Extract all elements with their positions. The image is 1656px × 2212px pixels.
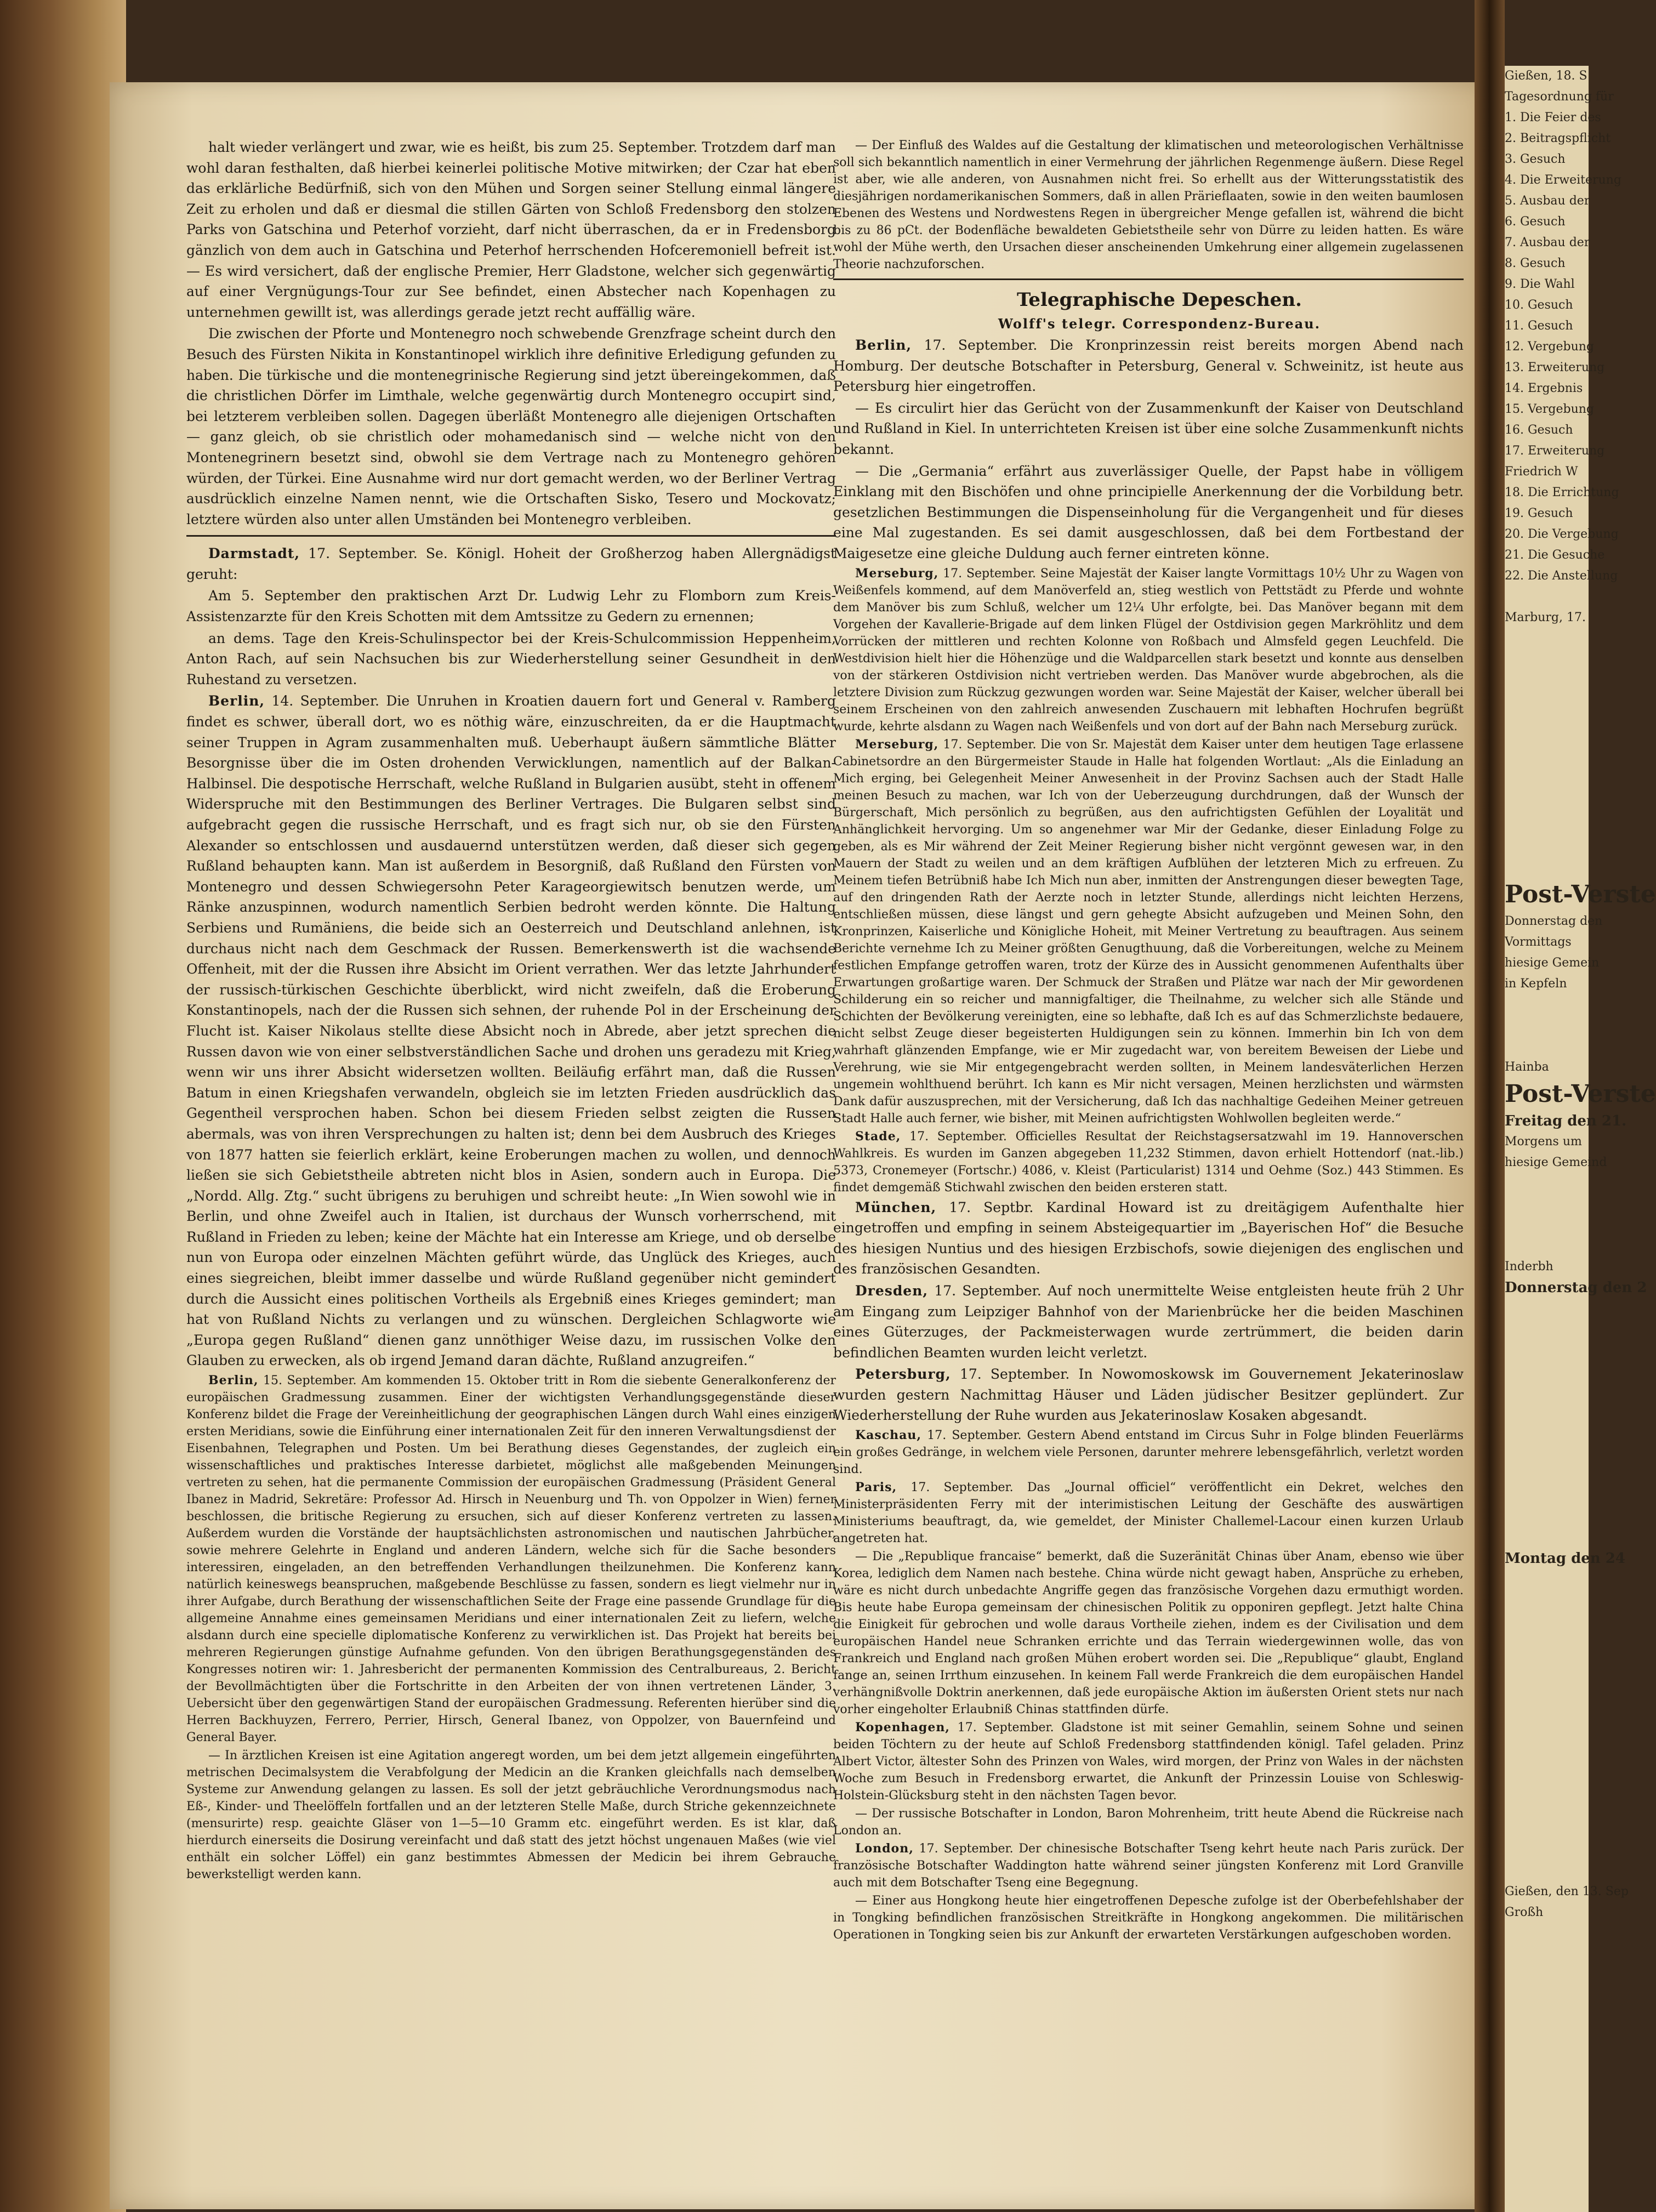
article-text: — Die „Republique francaise“ bemerkt, daß die Suzeränität Chinas über Anam, ebenso wie über Korea, lediglich dem Namen nach bestehe. China würde nicht gewagt haben, Ansprüche zu erheben, wäre es nicht durch unbedachte Angriffe gegen das französische Vorgehen dazu ermuthigt worden. Bis heute habe Europa gemeinsam der chinesischen Politik zu opponiren gepflegt. Jetzt halte China die Einigkeit für gebrochen und wolle daraus Vortheile ziehen, indem es der Civilisation und dem europäischen Handel neue Schranken errichte und das Terrain wiedergewinnen wolle, das von Frankreich und England nach großen Mühen erobert worden sei. Die „Republique“ glaubt, England fange an, seinen Irrthum einzusehen. In keinem Fall werde Frankreich die dem europäischen Handel verhängnißvolle Doktrin anerkennen, daß jede europäische Aktion im äußersten Orient stets nur nach vorher eingeholter Erlaubniß Chinas stattfinden dürfe. bbox=[833, 1550, 1464, 1717]
telegram-section-title: Telegraphische Depeschen. bbox=[1016, 289, 1302, 311]
adjacent-page-line bbox=[1505, 1861, 1589, 1881]
article-l2 bbox=[186, 323, 836, 530]
adjacent-page-line bbox=[1505, 1298, 1589, 1319]
adjacent-page-line bbox=[1505, 795, 1589, 816]
article-text: 17. September. Der chinesische Botschafter Tseng kehrt heute nach Paris zurück. Der französische Botschafter Waddington hatte während seiner jüngsten Konferenz mit Lord Granville auch mit dem Botschafter Tseng eine Begegnung. bbox=[833, 1842, 1464, 1890]
article-r5 bbox=[833, 736, 1464, 1127]
adjacent-page-line bbox=[1505, 1319, 1589, 1340]
article-text: 17. September. Das „Journal officiel“ veröffentlicht ein Dekret, welches den Ministerpräsidenten Ferry mit der interimistischen Leitung der Geschäfte des auswärtigen Ministeriums beauftragt, da, wie gemeldet, der Minister Challemel-Lacour einen kurzen Urlaub angetreten hat. bbox=[833, 1481, 1464, 1546]
article-text: an dems. Tage den Kreis-Schulinspector bei der Kreis-Schulcommission Heppenheim, Anton Rach, auf sein Nachsuchen bis zur Wiederherstellung seiner Gesundheit in den Ruhestand zu versetzen. bbox=[186, 630, 836, 687]
adjacent-page-line: Morgens um bbox=[1505, 1135, 1582, 1148]
dateline-place: Kopenhagen, bbox=[855, 1720, 950, 1735]
telegram-source: Wolff's telegr. Correspondenz-Bureau. bbox=[998, 316, 1321, 332]
adjacent-page-line bbox=[1505, 1590, 1589, 1611]
adjacent-page-line: 14. Ergebnis bbox=[1505, 382, 1583, 395]
dateline-place: Stade, bbox=[855, 1129, 901, 1144]
adjacent-page-line bbox=[1505, 1631, 1589, 1652]
article-text: — In ärztlichen Kreisen ist eine Agitation angeregt worden, um bei dem jetzt allgemein eingeführten metrischen Decimalsystem die Verabfolgung der Medicin an die Kranken gleichfalls nach demselben Systeme zur Anwendung gelangen zu lassen. Es soll der jetzt gebräuchliche Verordnungsmodus nach Eß-, Kinder- und Theelöffeln fortfallen und an der letzteren Stelle Maße, durch Striche gekennzeichnete (mensurirte) resp. geaichte Gläser von 1—5—10 Gramm etc. eingeführt werden. Es ist klar, daß hierdurch einerseits die Dosirung vereinfacht und daß statt des jetzt höchst ungenauen Maßes (wie viel enthält ein solcher Löffel) ein ganz bestimmtes Abmessen der Medicin bei ihrem Gebrauche bewerkstelligt werden kann. bbox=[186, 1749, 836, 1882]
adjacent-page-line bbox=[1505, 1527, 1589, 1548]
adjacent-page-line: Friedrich W bbox=[1505, 465, 1578, 479]
adjacent-page-line: Post-Verste bbox=[1505, 880, 1656, 908]
divider bbox=[833, 278, 1464, 280]
adjacent-page-line bbox=[1505, 1236, 1589, 1256]
adjacent-page-line bbox=[1505, 712, 1589, 732]
article-text: 15. September. Am kommenden 15. Oktober tritt in Rom die siebente Generalkonferenz der europäischen Gradmessung zusammen. Einer der wichtigsten Verhandlungsgegenstände dieser Konferenz bildet die Frage der Vereinheitlichung der geographischen Längen durch Wahl eines einzigen ersten Meridians, sowie die Einführung einer internationalen Zeit für den inneren Verwaltungsdienst der Eisenbahnen, Telegraphen und Posten. Um bei Berathung dieses Gegenstandes, der zugleich ein wissenschaftliches und praktisches Interesse darbietet, möglichst alle maßgebenden Meinungen vertreten zu sehen, hat die permanente Commission der europäischen Gradmessung (Präsident General Ibanez in Madrid, Sekretäre: Professor Ad. Hirsch in Neuenburg und Th. von Oppolzer in Wien) ferner beschlossen, die britische Regierung zu ersuchen, sich auf dieser Konferenz vertreten zu lassen. Außerdem wurden die Vorstände der hauptsächlichsten astronomischen und nautischen Jahrbücher, sowie mehrere Gelehrte in England und anderen Ländern, welche sich für die Sache besonders interessiren, eingeladen, an den betreffenden Verhandlungen theilzunehmen. Die Konferenz kann natürlich keineswegs beanspruchen, maßgebende Beschlüsse zu fassen, sondern es liegt vielmehr nur in ihrer Aufgabe, durch Berathung der wissenschaftlichen Seite der Frage eine passende Grundlage für die allgemeine Annahme eines gemeinsamen Meridians und einer internationalen Zeit zu liefern, welche alsdann durch eine specielle diplomatische Konferenz zu verwirklichen ist. Das Projekt hat bereits bei mehreren Regierungen günstige Aufnahme gefunden. Von den übrigen Berathungsgegenständen des Kongresses notiren wir: 1. Jahresbericht der permanenten Kommission des Centralbureaus, 2. Bericht der Bevollmächtigten über die Fortschritte in den Arbeiten der von ihnen vertretenen Länder, 3. Uebersicht über den gegenwärtigen Stand der europäischen Gradmessung. Referenten hierüber sind die Herren Backhuyzen, Ferrero, Perrier, Hirsch, General Ibanez, von Oppolzer, von Bauernfeind und General Bayer. bbox=[186, 1374, 836, 1745]
article-r11 bbox=[833, 1479, 1464, 1547]
adjacent-page-line bbox=[1505, 587, 1589, 607]
adjacent-page-line bbox=[1505, 1015, 1589, 1036]
adjacent-page-line bbox=[1505, 1194, 1589, 1215]
article-r13 bbox=[833, 1719, 1464, 1804]
adjacent-page-line bbox=[1505, 837, 1589, 857]
adjacent-page-line: Marburg, 17. bbox=[1505, 611, 1586, 624]
adjacent-page-line bbox=[1505, 1798, 1589, 1819]
article-l8 bbox=[186, 1747, 836, 1883]
newspaper-page bbox=[110, 82, 1491, 2209]
adjacent-page-line bbox=[1505, 1486, 1589, 1506]
adjacent-page-line bbox=[1505, 628, 1589, 649]
adjacent-page-line: 12. Vergebung bbox=[1505, 340, 1594, 354]
article-text: — Es circulirt hier das Gerücht von der Zusammenkunft der Kaiser von Deutschland und Rußland in Kiel. In unterrichteten Kreisen ist über eine solche Zusammenkunft nichts bekannt. bbox=[833, 400, 1464, 457]
adjacent-page-line: in Kepfeln bbox=[1505, 977, 1567, 991]
adjacent-page-line: 7. Ausbau der bbox=[1505, 236, 1590, 249]
adjacent-page-line bbox=[1505, 1652, 1589, 1673]
adjacent-page-line: 20. Die Vergebung bbox=[1505, 527, 1619, 541]
dateline-place: Kaschau, bbox=[855, 1428, 922, 1443]
adjacent-page-line: Donnerstag den 2 bbox=[1505, 1280, 1647, 1296]
adjacent-page-line: 17. Erweiterung bbox=[1505, 444, 1605, 458]
adjacent-page-line: 18. Die Errichtung bbox=[1505, 486, 1619, 499]
adjacent-page-line: Gießen, 18. S bbox=[1505, 69, 1587, 83]
article-r9 bbox=[833, 1364, 1464, 1426]
article-text: — Der russische Botschafter in London, Baron Mohrenheim, tritt heute Abend die Rückreise nach London an. bbox=[833, 1807, 1464, 1838]
article-r2 bbox=[833, 398, 1464, 460]
adjacent-page-line bbox=[1505, 1381, 1589, 1402]
article-r1 bbox=[833, 335, 1464, 397]
dateline-place: Berlin, bbox=[208, 693, 265, 709]
adjacent-page-line bbox=[1505, 1173, 1589, 1194]
adjacent-page-line: 19. Gesuch bbox=[1505, 507, 1573, 520]
adjacent-page-line bbox=[1505, 1756, 1589, 1777]
adjacent-page-line bbox=[1505, 774, 1589, 795]
left-column bbox=[186, 137, 836, 1884]
dateline-place: Merseburg, bbox=[855, 737, 939, 752]
adjacent-page-line: 11. Gesuch bbox=[1505, 319, 1573, 333]
adjacent-page-line bbox=[1505, 1673, 1589, 1694]
article-l5 bbox=[186, 628, 836, 690]
adjacent-page-line bbox=[1505, 1819, 1589, 1840]
adjacent-page-line: 1. Die Feier des bbox=[1505, 111, 1601, 124]
dateline-place: Petersburg, bbox=[855, 1366, 951, 1383]
article-text: 17. September. Gestern Abend entstand im Circus Suhr in Folge blinden Feuerlärms ein großes Gedränge, in welchem viele Personen, darunter mehrere lebensgefährlich, verletzt worden sind. bbox=[833, 1429, 1464, 1477]
adjacent-page-line: 6. Gesuch bbox=[1505, 215, 1566, 229]
article-l6 bbox=[186, 691, 836, 1371]
dateline-place: London, bbox=[855, 1841, 914, 1856]
adjacent-page-line: Post-Verste bbox=[1505, 1080, 1656, 1108]
adjacent-page bbox=[1505, 66, 1656, 2212]
article-text: halt wieder verlängert und zwar, wie es heißt, bis zum 25. September. Trotzdem darf man wohl daran festhalten, daß hierbei keinerlei politische Motive mitwirken; der Czar hat eben das erklärliche Bedürfniß, sich von den Mühen und Sorgen seiner Stellung einmal längere Zeit zu erholen und daß er diesmal die stillen Gärten von Schloß Fredensborg den stolzen Parks von Gatschina und Peterhof vorzieht, darf nicht überraschen, da er in Fredensborg gänzlich von dem auch in Gatschina und Peterhof herrschenden Hofceremoniell befreit ist. — Es wird versichert, daß der englische Premier, Herr Gladstone, welcher sich gegenwärtig auf einer Vergnügungs-Tour zur See befindet, einen Abstecher nach Kopenhagen zu unternehmen gewillt ist, was allerdings gerade jetzt recht auffällig wäre. bbox=[186, 139, 836, 320]
adjacent-page-line bbox=[1505, 732, 1589, 753]
adjacent-page-line bbox=[1505, 753, 1589, 774]
article-text: 17. September. Die Kronprinzessin reist bereits morgen Abend nach Homburg. Der deutsche Botschafter in Petersburg, General v. Schweinitz, ist heute aus Petersburg hier eingetroffen. bbox=[833, 337, 1464, 395]
adjacent-page-line bbox=[1505, 1340, 1589, 1361]
adjacent-page-line bbox=[1505, 691, 1589, 712]
adjacent-page-line: 21. Die Gesuche bbox=[1505, 548, 1605, 562]
adjacent-page-line: 15. Vergebung bbox=[1505, 402, 1594, 416]
article-text: 17. September. In Nowomoskowsk im Gouvernement Jekaterinoslaw wurden gestern Nachmittag Häuser und Läden jüdischer Besitzer geplündert. Zur Wiederherstellung der Ruhe wurden aus Jekaterinoslaw Kosaken abgesandt. bbox=[833, 1366, 1464, 1424]
adjacent-page-line bbox=[1505, 1215, 1589, 1236]
adjacent-page-line: 9. Die Wahl bbox=[1505, 277, 1575, 291]
dateline-place: Darmstadt, bbox=[208, 545, 300, 562]
right-column bbox=[833, 137, 1464, 1944]
adjacent-page-line bbox=[1505, 1611, 1589, 1631]
telegram-list bbox=[833, 335, 1464, 1943]
adjacent-page-line: 13. Erweiterung bbox=[1505, 361, 1605, 374]
article-text: 17. September. Auf noch unermittelte Weise entgleisten heute früh 2 Uhr am Eingang zum Leipziger Bahnhof von der Marienbrücke her die beiden Maschinen eines Güterzuges, der Packmeisterwagen wurde zertrümmert, die beiden darin befindlichen Beamten wurden leicht verletzt. bbox=[833, 1282, 1464, 1361]
dateline-place: Dresden, bbox=[855, 1282, 929, 1299]
dateline-place: Merseburg, bbox=[855, 566, 939, 581]
article-r7 bbox=[833, 1197, 1464, 1280]
adjacent-page-line: Montag den 24 bbox=[1505, 1550, 1625, 1567]
article-r3 bbox=[833, 461, 1464, 564]
article-text: 14. September. Die Unruhen in Kroatien dauern fort und General v. Ramberg findet es schwer, überall dort, wo es nöthig wäre, einzuschreiten, da er die Hauptmacht seiner Truppen in Agram zusammenhalten muß. Ueberhaupt äußern sämmtliche Blätter Besorgnisse über die im Osten drohenden Verwicklungen, namentlich auf der Balkan-Halbinsel. Die despotische Herrschaft, welche Rußland in Bulgarien ausübt, steht in offenem Widerspruche mit den Bestimmungen des Berliner Vertrages. Die Bulgaren selbst sind aufgebracht gegen die russische Herrschaft, und es fragt sich nur, ob sie den Fürsten Alexander so entschlossen und ausdauernd unterstützen werden, daß dieser sich gegen Rußland behaupten kann. Man ist außerdem in Besorgniß, daß Rußland den Fürsten von Montenegro und dessen Schwiegersohn Peter Karageorgiewitsch benutzen werde, um Ränke anzuspinnen, wodurch namentlich Serbien bedroht werden könnte. Die Haltung Serbiens und Rumäniens, die beide sich an Oesterreich und Deutschland anlehnen, ist durchaus nicht nach dem Geschmack der Russen. Bemerkenswerth ist die wachsende Offenheit, mit der die Russen ihre Absicht im Orient verrathen. Wer das letzte Jahrhundert der russisch-türkischen Geschichte überblickt, wird nicht zweifeln, daß die Eroberung Konstantinopels, nach der die Russen sich sehnen, der ruhende Pol in der Erscheinung der Flucht ist. Kaiser Nikolaus stellte diese Absicht noch in Abrede, aber jetzt sprechen die Russen davon wie von einer selbstverständlichen Sache und drohen uns geradezu mit Krieg, wenn wir uns ihrer Absicht widersetzen wollten. Beiläufig erfährt man, daß die Russen Batum in einen Kriegshafen verwandeln, obgleich sie im letzten Frieden ausdrücklich das Gegentheil versprochen haben. Schon bei diesem Frieden selbst zeigten die Russen abermals, was von ihren Versprechungen zu halten ist; denn bei dem Ausbruch des Krieges von 1877 hatten sie feierlich erklärt, keine Eroberungen machen zu wollen, und dennoch ließen sie sich Gebietstheile abtreten nicht blos in Asien, sondern auch in Europa. Die „Nordd. Allg. Ztg.“ sucht übrigens zu beruhigen und schreibt heute: „In Wien sowohl wie in Berlin, und ohne Zweifel auch in Italien, ist durchaus der Wunsch vorherrschend, mit Rußland in Frieden zu leben; keine der Mächte hat ein Interesse am Kriege, und ob derselbe nun von Europa oder einzelnen Mächten geführt würde, das Unglück des Krieges, auch eines siegreichen, bleibt immer dasselbe und würde Rußland gegenüber nicht gemindert durch die Aussicht eines politischen Vortheils als Ergebniß eines Krieges gemindert; man hat von Rußland Nichts zu verlangen und zu wünschen. Dergleichen Schlagworte wie „Europa gegen Rußland“ dienen ganz unnöthiger Weise dazu, im russischen Volke den Glauben zu erwecken, als ob irgend Jemand daran dächte, Rußland anzugreifen.“ bbox=[186, 693, 836, 1369]
adjacent-page-line bbox=[1505, 1777, 1589, 1798]
article-text: Die zwischen der Pforte und Montenegro noch schwebende Grenzfrage scheint durch den Besuch des Fürsten Nikita in Konstantinopel wirklich ihre definitive Erledigung gefunden zu haben. Die türkische und die montenegrinische Regierung sind jetzt übereingekommen, daß die christlichen Dörfer im Limthale, welche gegenwärtig durch Montenegro occupirt sind, bei letzterem verbleiben sollen. Dagegen überläßt Montenegro alle diejenigen Ortschaften — ganz gleich, ob sie christlich oder mohamedanisch sind — welche nicht von den Montenegrinern besetzt sind, obwohl sie dem Vertrage nach zu Montenegro gehören würden, der Türkei. Eine Ausnahme wird nur dort gemacht werden, wo der Berliner Vertrag ausdrücklich einzelne Namen nennt, wie die Ortschaften Sisko, Tesero und Mockovatz; letztere würden also unter allen Umständen bei Montenegro verbleiben. bbox=[186, 326, 836, 527]
adjacent-page-line bbox=[1505, 670, 1589, 691]
adjacent-page-line bbox=[1505, 1361, 1589, 1381]
article-l1 bbox=[186, 137, 836, 322]
article-text: 17. September. Se. Königl. Hoheit der Großherzog haben Allergnädigst geruht: bbox=[186, 545, 836, 582]
article-text: — Die „Germania“ erfährt aus zuverlässiger Quelle, der Papst habe in völligem Einklang mit den Bischöfen und ohne principielle Anerkennung der die Vorbildung betr. gesetzlichen Bestimmungen die Dispenseinholung für die Vergangenheit und für dieses eine Mal zugestanden. Es sei damit ausgeschlossen, daß bei dem Fortbestand der Maigesetze eine gleiche Duldung auch ferner eintreten könne. bbox=[833, 463, 1464, 561]
article-r10 bbox=[833, 1427, 1464, 1478]
adjacent-page-line: Tagesordnung für bbox=[1505, 90, 1614, 104]
divider bbox=[186, 535, 836, 537]
adjacent-page-line bbox=[1505, 1444, 1589, 1465]
article-l7 bbox=[186, 1372, 836, 1746]
adjacent-page-line bbox=[1505, 857, 1589, 878]
adjacent-page-line: 10. Gesuch bbox=[1505, 298, 1573, 312]
forest-article: — Der Einfluß des Waldes auf die Gestaltung der klimatischen und meteorologischen Verhältnisse soll sich bekanntlich namentlich in einer Vermehrung der jährlichen Regenmenge äußern. Diese Regel ist aber, wie alle anderen, von Ausnahmen nicht frei. So erhellt aus der Witterungsstatistik des diesjährigen nordamerikanischen Sommers, daß in allen Prärieflaaten, sowie in den weiten baumlosen Ebenen des Westens und Nordwestens Regen in übergreicher Menge gefallen ist, während die bicht bis zu 86 pCt. der Bodenfläche bewaldeten Gebietstheile sehr von Dürre zu leiden hatten. Es wäre wohl der Mühe werth, den Ursachen dieser anscheinenden Umkehrung einer allgemein zugelassenen Theorie nachzuforschen. bbox=[833, 139, 1464, 271]
adjacent-page-line: 2. Beitragspflicht bbox=[1505, 132, 1611, 145]
adjacent-page-line: Hainba bbox=[1505, 1060, 1549, 1074]
adjacent-page-line: hiesige Gemeind bbox=[1505, 1156, 1607, 1169]
article-l4 bbox=[186, 585, 836, 627]
article-r15 bbox=[833, 1840, 1464, 1891]
adjacent-page-line bbox=[1505, 1423, 1589, 1444]
article-r8 bbox=[833, 1281, 1464, 1363]
adjacent-page-line: 3. Gesuch bbox=[1505, 152, 1566, 166]
adjacent-page-line: 8. Gesuch bbox=[1505, 257, 1566, 270]
article-r6 bbox=[833, 1128, 1464, 1196]
dateline-place: München, bbox=[855, 1199, 937, 1215]
adjacent-page-line: 22. Die Anstellung bbox=[1505, 569, 1618, 583]
adjacent-page-line: 4. Die Erweiterung bbox=[1505, 173, 1621, 187]
adjacent-page-line: Inderbh bbox=[1505, 1260, 1553, 1273]
book-gutter bbox=[1475, 0, 1505, 2212]
article-r16 bbox=[833, 1892, 1464, 1943]
adjacent-page-line bbox=[1505, 1715, 1589, 1736]
adjacent-page-line: Freitag den 21. bbox=[1505, 1113, 1627, 1129]
adjacent-page-line bbox=[1505, 1402, 1589, 1423]
dateline-place: Berlin, bbox=[208, 1373, 259, 1388]
adjacent-page-line: Gießen, den 13. Sep bbox=[1505, 1885, 1629, 1898]
adjacent-page-line bbox=[1505, 1736, 1589, 1756]
dateline-place: Paris, bbox=[855, 1480, 897, 1495]
adjacent-page-line bbox=[1505, 1569, 1589, 1590]
adjacent-page-line bbox=[1505, 649, 1589, 670]
adjacent-page-line: hiesige Gemein bbox=[1505, 956, 1600, 970]
article-text: 17. September. Die von Sr. Majestät dem Kaiser unter dem heutigen Tage erlassene Cabinetsordre an den Bürgermeister Staude in Halle hat folgenden Wortlaut: „Als die Einladung an Mich erging, bei Gelegenheit Meiner Anwesenheit in der Provinz Sachsen auch der Stadt Halle meinen Besuch zu machen, war Ich von der Ueberzeugung durchdrungen, daß der Wunsch der Bürgerschaft, Mich persönlich zu begrüßen, aus den aufrichtigsten Gefühlen der Loyalität und Anhänglichkeit hervorging. Um so angenehmer war Mir der Gedanke, dieser Einladung Folge zu geben, als es Mir während der Zeit Meiner Regierung bisher nicht vergönnt gewesen war, in den Mauern der Stadt zu weilen und an dem kräftigen Aufblühen der letzteren Mich zu erfreuen. Zu Meinem tiefen Betrübniß habe Ich Mich nun aber, inmitten der Anstrengungen dieser bewegten Tage, auf den dringenden Rath der Aerzte noch in letzter Stunde, allerdings nicht leichten Herzens, entschließen müssen, diese längst und gern gehegte Absicht aufzugeben und Meinen Sohn, den Kronprinzen, Kaiserliche und Königliche Hoheit, mit Meiner Vertretung zu beauftragen. Aus seinem Berichte vernehme Ich zu Meiner größten Genugthuung, daß die Vorbereitungen, welche zu Meinem festlichen Empfange getroffen waren, trotz der Kürze des in Aussicht genommenen Aufenthalts über Erwartungen großartige waren. Der Schmuck der Straßen und Plätze war nach der Mir gewordenen Schilderung ein so reicher und mannigfaltiger, die Theilnahme, zu welcher sich alle Stände und Schichten der Bevölkerung vereinigten, eine so lebhafte, daß Ich es auf das Schmerzlichste bedauere, nicht selbst Zeuge dieser begeisterten Huldigungen sein zu können. Immerhin bin Ich von dem wahrhaft glänzenden Empfange, wie er Mir zugedacht war, von bereitem Beweisen der Liebe und Verehrung, wie sie Mir entgegengebracht werden sollten, in Meinem landesväterlichen Herzen ungemein wohlthuend berührt. Ich kann es Mir nicht versagen, Meinen herzlichsten und wärmsten Dank dafür auszusprechen, mit der Versicherung, daß Ich das nachhaltige Gedeihen Meiner getreuen Stadt Halle auch ferner, wie bisher, mit Meinen aufrichtigsten Wohlwollen begleiten werde.“ bbox=[833, 737, 1464, 1125]
adjacent-page-line bbox=[1505, 1694, 1589, 1715]
article-l3 bbox=[186, 543, 836, 584]
adjacent-page-line bbox=[1505, 994, 1589, 1015]
book-binding-left bbox=[0, 0, 126, 2212]
dateline-place: Berlin, bbox=[855, 337, 912, 353]
adjacent-page-line: 5. Ausbau der bbox=[1505, 194, 1590, 208]
adjacent-page-line: 16. Gesuch bbox=[1505, 423, 1573, 437]
article-r4 bbox=[833, 565, 1464, 735]
adjacent-page-line: Donnerstag den bbox=[1505, 914, 1603, 928]
article-text: — Einer aus Hongkong heute hier eingetroffenen Depesche zufolge ist der Oberbefehlshaber der in Tongking befindlichen französischen Streitkräfte in Hongkong angekommen. Die militärischen Operationen in Tongking seien bis zur Ankunft der erwarteten Verstärkungen aufgeschoben worden. bbox=[833, 1894, 1464, 1942]
adjacent-page-line bbox=[1505, 1840, 1589, 1861]
article-r12 bbox=[833, 1548, 1464, 1718]
adjacent-page-line bbox=[1505, 1465, 1589, 1486]
article-text: 17. September. Gladstone ist mit seiner Gemahlin, seinem Sohne und seinen beiden Töchtern zu der heute auf Schloß Fredensborg stattfindenden königl. Tafel geladen. Prinz Albert Victor, ältester Sohn des Prinzen von Wales, wird morgen, der Prinz von Wales in der nächsten Woche zum Besuch in Fredensborg erwartet, die Ankunft der Prinzessin Louise von Schleswig-Holstein-Glücksburg steht in den nächsten Tagen bevor. bbox=[833, 1721, 1464, 1803]
article-r14 bbox=[833, 1805, 1464, 1839]
adjacent-page-line: Großh bbox=[1505, 1906, 1544, 1919]
adjacent-page-line bbox=[1505, 816, 1589, 837]
article-text: 17. September. Seine Majestät der Kaiser langte Vormittags 10½ Uhr zu Wagen von Weißenfels kommend, auf dem Manöverfeld an, stieg westlich von Pettstädt zu Pferde und wohnte dem Manöver bis zum Schluß, welcher um 12¼ Uhr erfolgte, bei. Das Manöver begann mit dem Vorgehen der Kavallerie-Brigade auf dem linken Flügel der Ostdivision gegen Markröhlitz und dem Vorrücken der mittleren und rechten Kolonne von Roßbach und Almsfeld gegen Leuchfeld. Die Westdivision hielt hier die Höhenzüge und die Waldparcellen stark besetzt und konnte aus denselben von der stärkeren Ostdivision nicht vertrieben werden. Das Manöver wurde abgebrochen, als die letztere Division zum Rückzug gezwungen worden war. Seine Majestät der Kaiser, welcher überall bei seinem Erscheinen von den zahlreich anwesenden Zuschauern mit lebhaften Hochrufen begrüßt wurde, kehrte alsdann zu Wagen nach Weißenfels und von dort auf der Bahn nach Merseburg zurück. bbox=[833, 566, 1464, 733]
adjacent-page-line bbox=[1505, 1036, 1589, 1057]
adjacent-page-line bbox=[1505, 1506, 1589, 1527]
article-text: 17. September. Officielles Resultat der Reichstagsersatzwahl im 19. Hannoverschen Wahlkreis. Es wurden im Ganzen abgegeben 11,232 Stimmen, davon erhielt Hottendorf (nat.-lib.) 5373, Cronemeyer (Fortschr.) 4086, v. Kleist (Particularist) 1314 und Oehme (Soz.) 443 Stimmen. Es findet demgemäß Stichwahl zwischen den beiden ersteren statt. bbox=[833, 1129, 1464, 1195]
article-text: Am 5. September den praktischen Arzt Dr. Ludwig Lehr zu Flomborn zum Kreis-Assistenzarzte für den Kreis Schotten mit dem Amtssitze zu Gedern zu ernennen; bbox=[186, 588, 836, 625]
article-text: 17. Septbr. Kardinal Howard ist zu dreitägigem Aufenthalte hier eingetroffen und empfing in seinem Absteigequartier im „Bayerischen Hof“ die Besuche des hiesigen Nuntius und des hiesigen Erzbischofs, sowie diejenigen des englischen und des französischen Gesandten. bbox=[833, 1199, 1464, 1277]
adjacent-page-line: Vormittags bbox=[1505, 935, 1572, 949]
